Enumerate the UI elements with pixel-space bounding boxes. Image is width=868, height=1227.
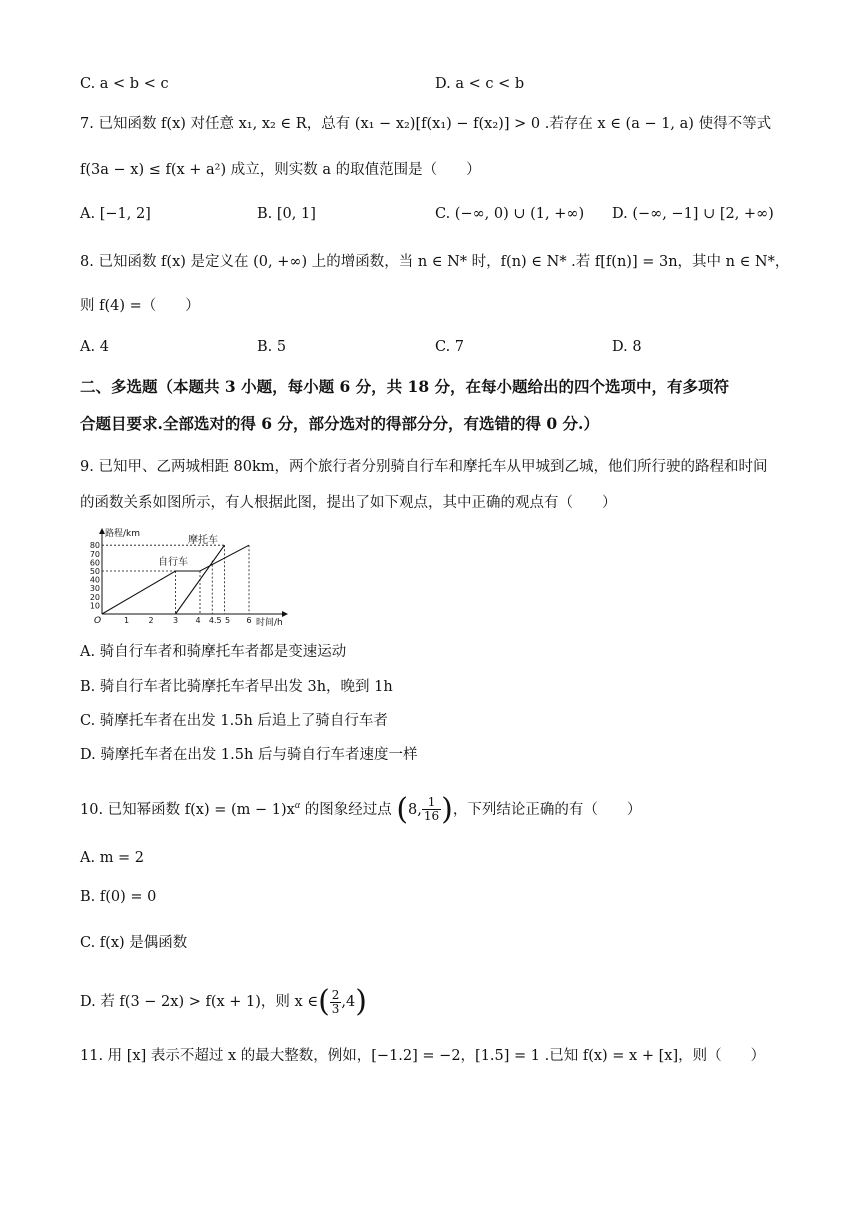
q9-stem-line1: 9. 已知甲、乙两城相距 80km，两个旅行者分别骑自行车和摩托车从甲城到乙城，他们所行驶的路程和时间 xyxy=(80,459,768,475)
section2-heading-line2: 合题目要求.全部选对的得 6 分，部分选对的得部分分，有选错的得 0 分.） xyxy=(80,414,599,433)
q10-exponent: α xyxy=(294,800,301,811)
q6-option-c[interactable]: C. a < b < c xyxy=(80,76,169,92)
q10-frac-den: 16 xyxy=(423,809,440,824)
q10-stem-prefix: 10. 已知幂函数 f(x) = (m − 1)x xyxy=(80,801,295,818)
q10-option-b[interactable]: B. f(0) = 0 xyxy=(80,889,157,905)
q10-option-d-close-paren: ) xyxy=(355,984,367,1019)
y-tick-50: 50 xyxy=(89,567,100,576)
moto-series-label: 摩托车 xyxy=(188,535,218,546)
q8-stem-line2: 则 f(4) =（ ） xyxy=(80,298,200,314)
q8-option-b[interactable]: B. 5 xyxy=(257,339,287,355)
x-tick-labels xyxy=(124,616,252,625)
q9-option-b[interactable]: B. 骑自行车者比骑摩托车者早出发 3h，晚到 1h xyxy=(80,679,393,695)
q7-option-a[interactable]: A. [−1, 2] xyxy=(80,206,151,222)
x-tick-5: 5 xyxy=(224,616,231,625)
q9-option-d[interactable]: D. 骑摩托车者在出发 1.5h 后与骑自行车者速度一样 xyxy=(80,747,418,763)
x-tick-2: 2 xyxy=(148,616,154,625)
y-tick-10: 10 xyxy=(89,601,100,611)
y-tick-20: 20 xyxy=(89,592,100,602)
q10-option-d-den: 3 xyxy=(331,1001,340,1016)
q9-stem-line2: 的函数关系如图所示，有人根据此图，提出了如下观点，其中正确的观点有（ ） xyxy=(80,495,617,511)
y-tick-40: 40 xyxy=(89,575,100,585)
y-tick-60: 60 xyxy=(89,558,100,568)
x-axis-arrow xyxy=(282,611,288,617)
q7-option-c[interactable]: C. (−∞, 0) ∪ (1, +∞) xyxy=(435,206,585,222)
x-axis-label: 时间/h xyxy=(256,618,283,628)
q8-option-a[interactable]: A. 4 xyxy=(80,339,109,355)
q10-option-d-prefix: D. 若 f(3 − 2x) > f(x + 1)，则 x ∈ xyxy=(80,994,319,1010)
q10-frac-num: 1 xyxy=(422,796,441,810)
y-axis-label: 路程/km xyxy=(105,529,141,539)
q7-stem-line2: f(3a − x) ≤ f(x + a²) 成立，则实数 a 的取值范围是（ ） xyxy=(80,162,481,178)
q9-option-c[interactable]: C. 骑摩托车者在出发 1.5h 后追上了骑自行车者 xyxy=(80,713,388,729)
q10-option-d-open-paren: ( xyxy=(318,984,330,1019)
y-tick-labels xyxy=(90,541,100,610)
q8-option-d[interactable]: D. 8 xyxy=(612,339,642,355)
q10-option-d-tail: ,4 xyxy=(341,994,356,1010)
q9-distance-time-graph xyxy=(88,528,288,636)
q11-stem: 11. 用 [x] 表示不超过 x 的最大整数，例如，[−1.2] = −2，[1.5] = 1 .已知 f(x) = x + [x]，则（ ） xyxy=(80,1048,766,1064)
q10-stem-suffix: ，下列结论正确的有（ ） xyxy=(452,801,642,818)
q10-option-c[interactable]: C. f(x) 是偶函数 xyxy=(80,935,188,951)
x-tick-6: 6 xyxy=(246,616,252,625)
q10-option-a[interactable]: A. m = 2 xyxy=(80,850,145,866)
q8-option-c[interactable]: C. 7 xyxy=(435,339,465,355)
q10-option-d-num: 2 xyxy=(331,987,340,1002)
q7-option-d[interactable]: D. (−∞, −1] ∪ [2, +∞) xyxy=(612,206,774,222)
x-tick-4: 4 xyxy=(195,616,201,625)
q9-option-a[interactable]: A. 骑自行车者和骑摩托车者都是变速运动 xyxy=(80,644,347,660)
q10-point-fraction xyxy=(422,796,441,823)
q10-stem xyxy=(80,786,641,830)
q10-point-first: 8, xyxy=(408,801,422,818)
x-tick-3: 3 xyxy=(172,616,179,625)
x-tick-1: 1 xyxy=(123,616,130,625)
section2-heading-line1: 二、多选题（本题共 3 小题，每小题 6 分，共 18 分，在每小题给出的四个选项中，有多项符 xyxy=(80,377,730,396)
bike-series-label: 自行车 xyxy=(158,557,188,568)
q7-option-b[interactable]: B. [0, 1] xyxy=(257,206,316,222)
q10-option-d[interactable] xyxy=(80,982,367,1022)
dashed-guides xyxy=(102,545,249,614)
q10-option-d-fraction xyxy=(330,989,342,1016)
q10-point-open-paren: ( xyxy=(396,791,409,827)
q7-stem-line1: 7. 已知函数 f(x) 对任意 x₁, x₂ ∈ R，总有 (x₁ − x₂)[f(x₁) − f(x₂)] > 0 .若存在 x ∈ (a − 1, a) 使得不等式 xyxy=(80,116,772,132)
q6-option-d[interactable]: D. a < c < b xyxy=(435,76,525,92)
q10-point-close-paren: ) xyxy=(441,791,453,827)
x-tick-4.5: 4.5 xyxy=(208,616,222,625)
y-tick-30: 30 xyxy=(89,584,100,594)
q8-stem-line1: 8. 已知函数 f(x) 是定义在 (0, +∞) 上的增函数，当 n ∈ N* 时，f(n) ∈ N* .若 f[f(n)] = 3n，其中 n ∈ N*， xyxy=(80,254,790,270)
q10-stem-mid: 的图象经过点 xyxy=(300,801,392,818)
y-tick-80: 80 xyxy=(89,541,100,551)
origin-label: O xyxy=(94,616,102,626)
q9-graph-svg xyxy=(88,528,288,632)
y-tick-70: 70 xyxy=(89,549,100,559)
